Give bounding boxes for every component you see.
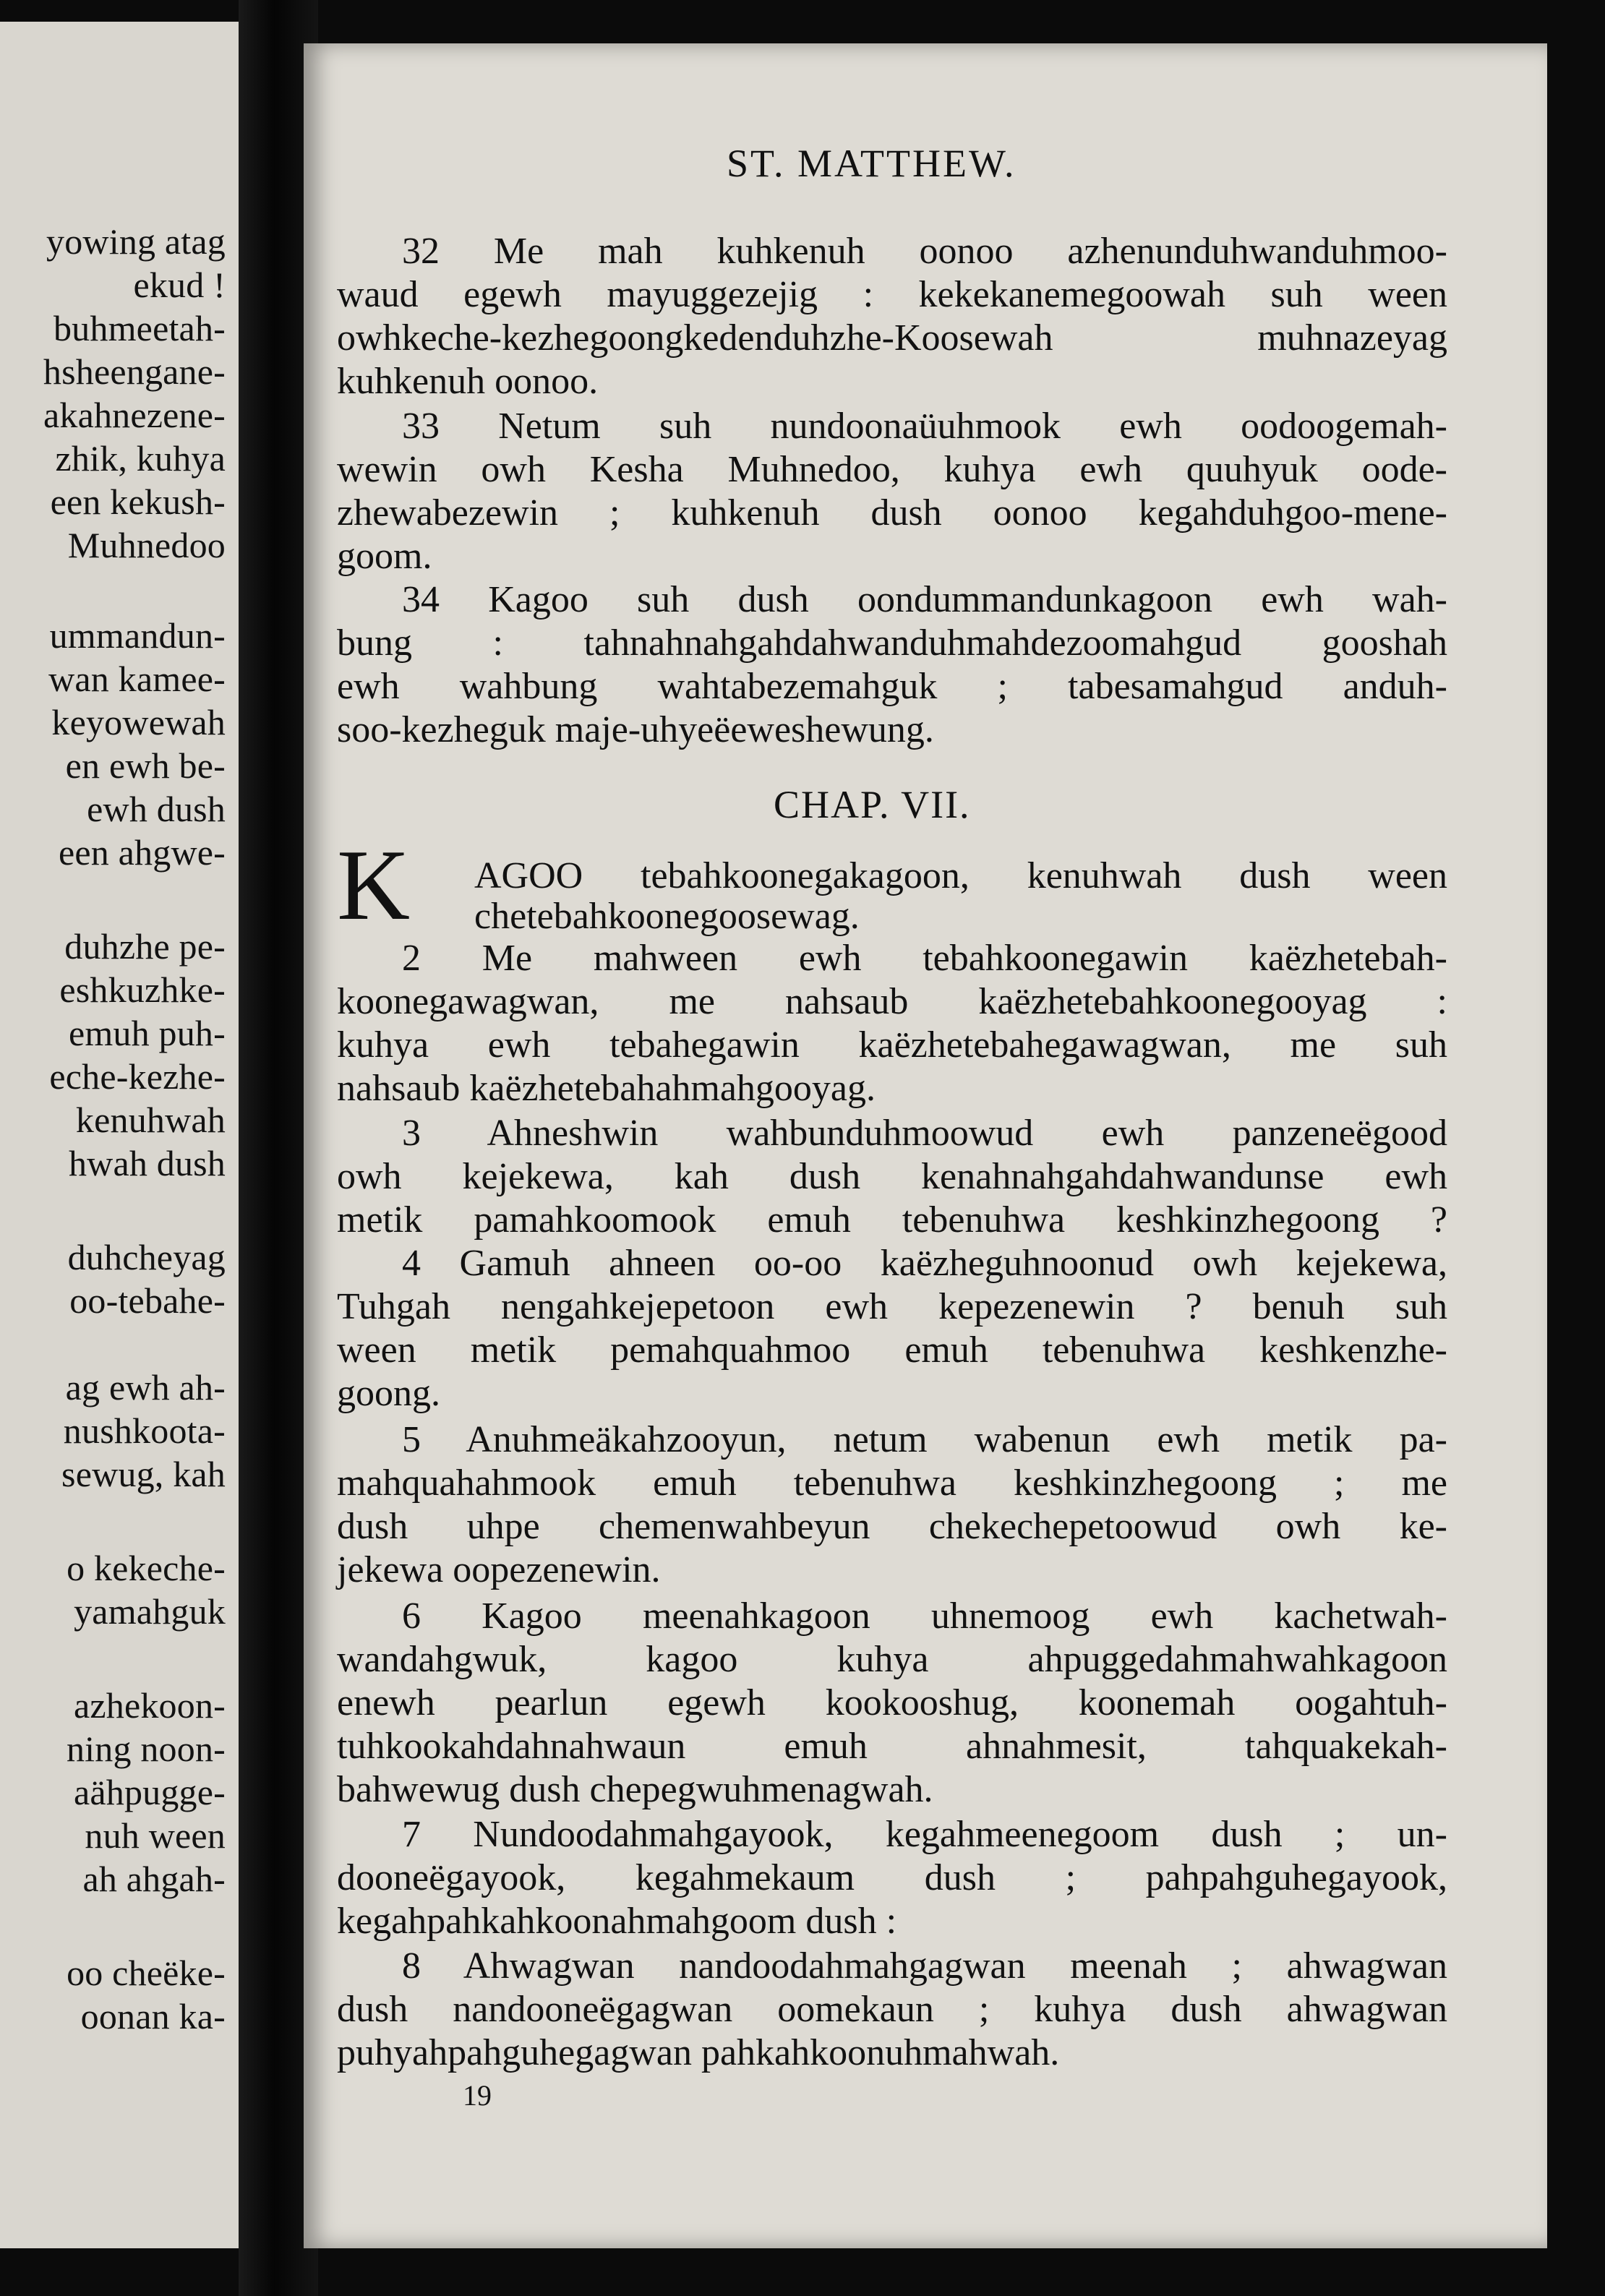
verse-2-line: koonegawagwan, me nahsaub kaëzhetebahkoonegooyag : xyxy=(337,981,1447,1022)
left-page-fragment: nushkoota- xyxy=(63,1410,226,1451)
verse-2-line: nahsaub kaëzhetebahahmahgooyag. xyxy=(337,1068,876,1109)
verse-34-line: 34 Kagoo suh dush oondummandunkagoon ewh wah- xyxy=(402,579,1447,620)
verse-7-line: kegahpahkahkoonahmahgoom dush : xyxy=(337,1901,897,1942)
left-page-fragment: ummandun- xyxy=(49,615,226,656)
left-page-fragment: emuh puh- xyxy=(68,1013,226,1053)
verse-4-line: Tuhgah nengahkejepetoon ewh kepezenewin ? benuh suh xyxy=(337,1286,1447,1327)
left-page-fragment: ekud ! xyxy=(133,265,226,305)
verse-5-line: jekewa oopezenewin. xyxy=(337,1549,661,1590)
verse-8-line: dush nandooneëgagwan oomekaun ; kuhya dush ahwagwan xyxy=(337,1989,1447,2030)
verse-4-line: 4 Gamuh ahneen oo-oo kaëzheguhnoonud owh kejekewa, xyxy=(402,1243,1447,1284)
left-page-fragment: azhekoon- xyxy=(73,1685,226,1726)
verse-32-line: kuhkenuh oonoo. xyxy=(337,361,599,402)
left-page-fragment: akahnezene- xyxy=(43,395,226,435)
verse-33-line: goom. xyxy=(337,536,432,577)
verse-3-line: owh kejekewa, kah dush kenahnahgahdahwandunse ewh xyxy=(337,1156,1447,1197)
left-page-fragment: oonan ka- xyxy=(80,1996,226,2036)
left-page-fragment: yamahguk xyxy=(74,1591,226,1632)
left-facing-page xyxy=(0,22,239,2248)
left-page-fragment: duhzhe pe- xyxy=(64,926,226,967)
verse-7-line: dooneëgayook, kegahmekaum dush ; pahpahguhegayook, xyxy=(337,1857,1447,1898)
verse-1-line: chetebahkoonegoosewag. xyxy=(474,896,860,937)
verse-34-line: soo-kezheguk maje-uhyeëeweshewung. xyxy=(337,709,934,750)
left-page-fragment: sewug, kah xyxy=(61,1454,226,1494)
left-page-fragment: ah ahgah- xyxy=(82,1859,226,1899)
verse-4-line: ween metik pemahquahmoo emuh tebenuhwa keshkenzhe- xyxy=(337,1329,1447,1371)
verse-6-line: 6 Kagoo meenahkagoon uhnemoog ewh kachetwah- xyxy=(402,1595,1447,1637)
left-page-fragment: buhmeetah- xyxy=(53,308,226,348)
left-page-fragment: Muhnedoo xyxy=(67,525,226,565)
left-page-fragment: hsheengane- xyxy=(43,351,226,392)
left-page-fragment: ewh dush xyxy=(87,789,226,829)
left-page-fragment: eshkuzhke- xyxy=(59,969,226,1010)
left-page-fragment: keyowewah xyxy=(51,702,226,742)
left-page-fragment: een kekush- xyxy=(50,481,226,522)
left-page-fragment: yowing atag xyxy=(46,221,226,262)
verse-3-line: metik pamahkoomook emuh tebenuhwa keshkinzhegoong ? xyxy=(337,1199,1447,1241)
drop-cap: K xyxy=(337,829,411,941)
verse-6-line: enewh pearlun egewh kookooshug, koonemah oogahtuh- xyxy=(337,1682,1447,1723)
verse-4-line: goong. xyxy=(337,1373,440,1414)
left-page-fragment: en ewh be- xyxy=(65,745,226,786)
verse-33-line: wewin owh Kesha Muhnedoo, kuhya ewh quuhyuk oode- xyxy=(337,449,1447,490)
verse-34-line: ewh wahbung wahtabezemahguk ; tabesamahgud anduh- xyxy=(337,666,1447,707)
left-page-fragment: wan kamee- xyxy=(48,659,226,699)
verse-32-line: waud egewh mayuggezejig : kekekanemegoowah suh ween xyxy=(337,274,1447,315)
left-page-fragment: ag ewh ah- xyxy=(65,1367,226,1408)
left-page-fragment: o kekeche- xyxy=(67,1548,226,1588)
verse-5-line: dush uhpe chemenwahbeyun chekechepetoowud owh ke- xyxy=(337,1506,1447,1547)
verse-8-line: 8 Ahwagwan nandoodahmahgagwan meenah ; ahwagwan xyxy=(402,1945,1447,1987)
left-page-fragment: oo cheëke- xyxy=(67,1953,226,1993)
running-head: ST. MATTHEW. xyxy=(727,142,1017,185)
left-page-fragment: kenuhwah xyxy=(75,1100,226,1140)
verse-6-line: bahwewug dush chepegwuhmenagwah. xyxy=(337,1769,933,1810)
left-page-fragment: eche-kezhe- xyxy=(49,1056,226,1097)
page-number: 19 xyxy=(463,2079,492,2112)
verse-34-line: bung : tahnahnahgahdahwanduhmahdezoomahgud gooshah xyxy=(337,622,1447,664)
chapter-heading: CHAP. VII. xyxy=(774,783,971,826)
left-page-fragment: nuh ween xyxy=(85,1815,226,1856)
verse-8-line: puhyahpahguhegagwan pahkahkoonuhmahwah. xyxy=(337,2032,1060,2073)
verse-2-line: 2 Me mahween ewh tebahkoonegawin kaëzhetebah- xyxy=(402,938,1447,979)
verse-3-line: 3 Ahneshwin wahbunduhmoowud ewh panzeneëgood xyxy=(402,1113,1447,1154)
verse-5-line: 5 Anuhmeäkahzooyun, netum wabenun ewh metik pa- xyxy=(402,1419,1447,1460)
left-page-fragment: aähpugge- xyxy=(73,1772,226,1812)
left-page-fragment: duhcheyag xyxy=(67,1237,226,1277)
left-page-fragment: ning noon- xyxy=(66,1729,226,1769)
left-page-fragment: een ahgwe- xyxy=(58,832,226,873)
left-page-fragment: oo-tebahe- xyxy=(69,1280,226,1321)
verse-5-line: mahquahahmook emuh tebenuhwa keshkinzhegoong ; me xyxy=(337,1462,1447,1504)
verse-33-line: zhewabezewin ; kuhkenuh dush oonoo kegahduhgoo-mene- xyxy=(337,492,1447,534)
verse-6-line: wandahgwuk, kagoo kuhya ahpuggedahmahwahkagoon xyxy=(337,1639,1447,1680)
verse-33-line: 33 Netum suh nundoonaüuhmook ewh oodoogemah- xyxy=(402,406,1447,447)
verse-6-line: tuhkookahdahnahwaun emuh ahnahmesit, tahquakekah- xyxy=(337,1726,1447,1767)
left-page-fragment: hwah dush xyxy=(68,1143,226,1183)
verse-1-line: AGOO tebahkoonegakagoon, kenuhwah dush ween xyxy=(474,855,1447,896)
verse-32-line: 32 Me mah kuhkenuh oonoo azhenunduhwanduhmoo- xyxy=(402,231,1447,272)
left-page-fragment: zhik, kuhya xyxy=(55,438,226,479)
verse-7-line: 7 Nundoodahmahgayook, kegahmeenegoom dush ; un- xyxy=(402,1814,1447,1855)
verse-2-line: kuhya ewh tebahegawin kaëzhetebahegawagwan, me suh xyxy=(337,1024,1447,1066)
verse-32-line: owhkeche-kezhegoongkedenduhzhe-Koosewah muhnazeyag xyxy=(337,317,1447,359)
